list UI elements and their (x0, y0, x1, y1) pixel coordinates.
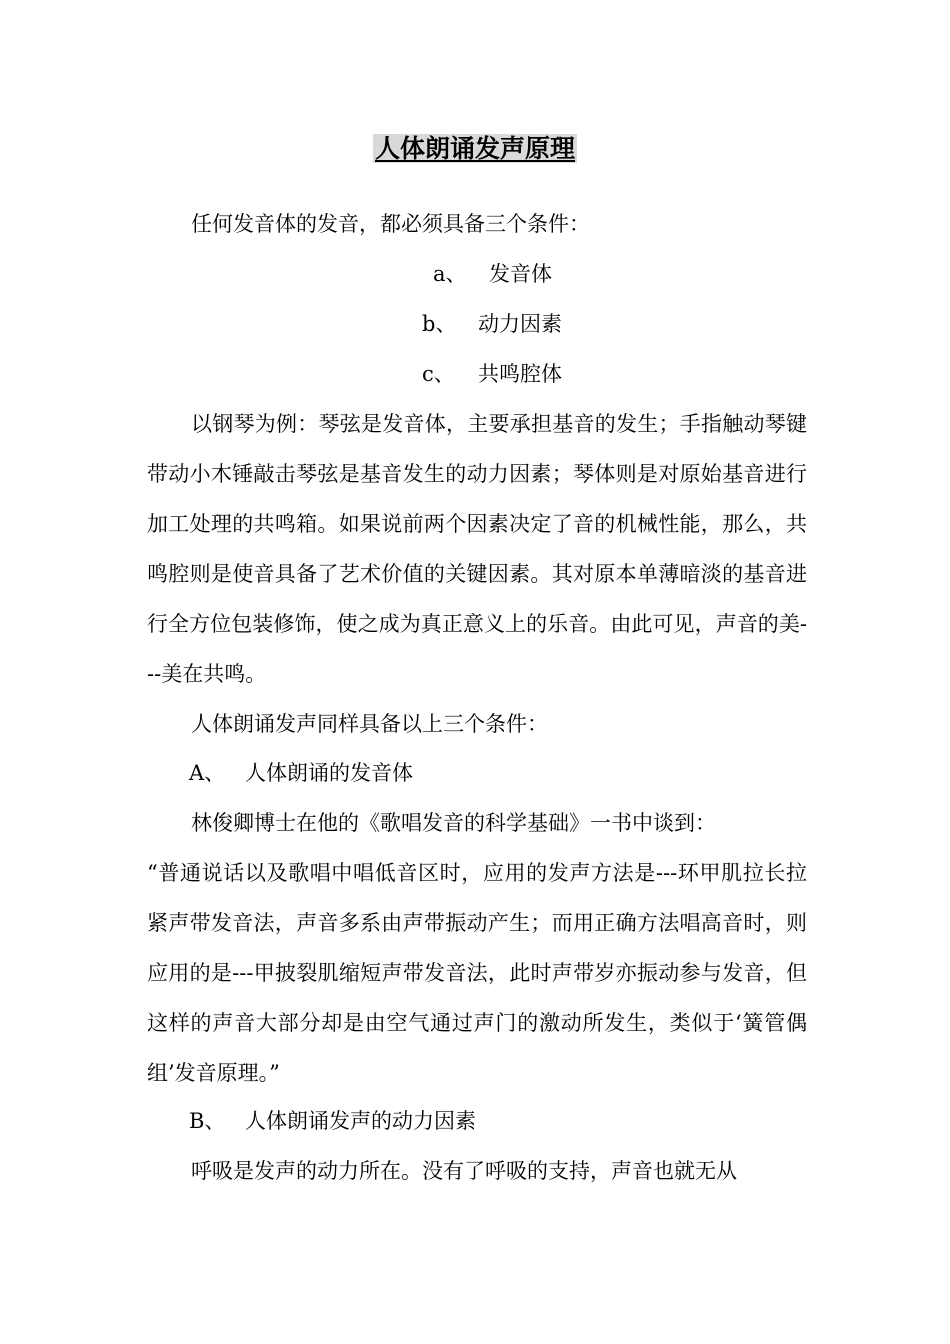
section-a-marker: A、 (189, 761, 226, 785)
condition-b (422, 308, 562, 340)
title-text: 人体朗诵发声原理 (374, 134, 575, 163)
document-title (0, 131, 950, 167)
piano-paragraph: 以钢琴为例：琴弦是发音体，主要承担基音的发生；手指触动琴键带动小木锤敲击琴弦是基音发生的动力因素；琴体则是对原始基音进行加工处理的共鸣箱。如果说前两个因素决定了音的机械性能，那么，共鸣腔则是使音具备了艺术价值的关键因素。其对原本单薄暗淡的基音进行全方位包装修饰，使之成为真正意义上的乐音。由此可见，声音的美---美在共鸣。 (147, 412, 807, 686)
condition-a-text: 发音体 (489, 262, 552, 286)
condition-c-marker: c、 (422, 362, 455, 386)
breath-paragraph: 呼吸是发声的动力所在。没有了呼吸的支持，声音也就无从 (191, 1159, 737, 1183)
condition-c-text: 共鸣腔体 (478, 362, 562, 386)
section-b-marker: B、 (189, 1109, 226, 1133)
section-b-text: 人体朗诵发声的动力因素 (245, 1109, 476, 1133)
lin-intro-line: 林俊卿博士在他的《歌唱发音的科学基础》一书中谈到： (191, 811, 716, 835)
section-a-heading (189, 757, 413, 789)
condition-c (422, 358, 562, 390)
condition-a-marker: a、 (433, 262, 467, 286)
human-intro-line: 人体朗诵发声同样具备以上三个条件： (191, 712, 548, 736)
condition-b-marker: b、 (422, 312, 457, 336)
section-b-heading (189, 1105, 476, 1137)
condition-b-text: 动力因素 (478, 312, 562, 336)
condition-a (433, 258, 552, 290)
section-a-text: 人体朗诵的发音体 (245, 761, 413, 785)
lin-quote-paragraph: “普通说话以及歌唱中唱低音区时，应用的发声方法是---环甲肌拉长拉紧声带发音法，声音多系由声带振动产生；而用正确方法唱高音时，则应用的是---甲披裂肌缩短声带发音法，此时声带岁亦振动参与发音，但这样的声音大部分却是由空气通过声门的激动所发生，类似于‘簧管偶组’发音原理。” (147, 861, 807, 1085)
intro-line: 任何发音体的发音，都必须具备三个条件： (191, 212, 590, 236)
